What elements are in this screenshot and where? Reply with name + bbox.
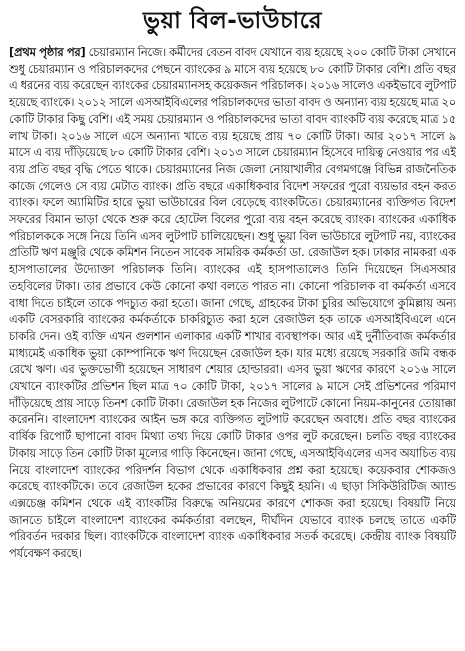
article-body-container	[9, 44, 456, 647]
continuation-label: [প্রথম পৃষ্ঠার পর]	[9, 45, 86, 59]
article-headline: ভুয়া বিল-ভাউচারে	[142, 8, 323, 34]
article-body: চেয়ারম্যান নিজে। কর্মীদের বেতন বাবদ যেখানে ব্যয় হয়েছে ২০০ কোটি টাকা সেখানে শুধু চেয়ারম্যান ও পরিচালকদের পেছনে ব্যাংকের ৯ মাসে ব্যয় হয়েছে ৮০ কোটি টাকার বেশি। প্রতি বছর এ ধরনের ব্যয় করেছেন ব্যাংকের চেয়ারম্যানসহ কয়েকজন পরিচালক। ২০১৬ সালেও একইভাবে লুটপাট হয়েছে ব্যাংকে। ২০১২ সালে এসআইবিএলের পরিচালকদের ভাতা বাবদ ও অন্যান্য ব্যয় হয়েছে মাত্র ২০ কোটি টাকার কিছু বেশি। এই সময় চেয়ারম্যান ও পরিচালকদের ভাতা বাবদ ব্যাংকটি ব্যয় করেছে মাত্র ১৫ লাখ টাকা। ২০১৬ সালে এসে অন্যান্য খাতে ব্যয় হয়েছে প্রায় ৭০ কোটি টাকা। আর ২০১৭ সালে ৯ মাসে এ ব্যয় দাঁড়িয়েছে ৮০ কোটি টাকার বেশি। ২০১৩ সালে চেয়ারম্যান হিসেবে দায়িত্ব নেওয়ার পর এই ব্যয় প্রতি বছর বৃদ্ধি পেতে থাকে। চেয়ারম্যানের নিজ জেলা নোয়াখালীর বেগমগঞ্জে বিভিন্ন রাজনৈতিক কাজে গেলেও সে ব্যয় মেটাত ব্যাংক। প্রতি বছরে একাধিকবার বিদেশ সফরের পুরো ব্যয়ভার বহন করত ব্যাংক। ফলে অ্যামিটির হারে ভুয়া ভাউচারের বিল বেড়েছে ব্যাংকটিতে। চেয়ারম্যানের ব্যক্তিগত বিদেশ সফরের বিমান ভাড়া থেকে শুরু করে হোটেল বিলের পুরো ব্যয় বহন করেছে ব্যাংক। ব্যাংকের একাধিক পরিচালককে সঙ্গে নিয়ে তিনি এসব লুটপাট চালিয়েছেন। শুধু ভুয়া বিল ভাউচারে লুটপাট নয়, ব্যাংকের প্রতিটি ঋণ মঞ্জুরি থেকে কমিশন নিতেন সাবেক সামরিক কর্মকর্তা ডা. রেজাউল হক। ঢাকার নামকরা এক হাসপাতালের উদ্যোক্তা পরিচালক তিনি। ব্যাংকের এই হাসপাতালেও তিনি দিয়েছেন সিএসআর তহবিলের টাকা। তার প্রভাবে কেউ কোনো কথা বলতে পারত না। কোনো পরিচালক বা কর্মকর্তা এসবে বাধা দিতে চাইলে তাকে পদচ্যুত করা হতো। জানা গেছে, গ্রাহকের টাকা চুরির অভিযোগে কুমিল্লায় অন্য একটি বেসরকারি ব্যাংকের কর্মকর্তাকে চাকরিচ্যুত করা হলে রেজাউল হক তাকে এসআইবিএলে এনে চাকরি দেন। ওই ব্যক্তি এখন গুলশান এলাকার একটি শাখার ব্যবস্থাপক। আর এই দুর্নীতিবাজ কর্মকর্তার মাধ্যমেই একাধিক ভুয়া কোম্পানিকে ঋণ দিয়েছেন রেজাউল হক। যার মধ্যে রয়েছে সরকারি জমি বন্ধক রেখে ঋণ। এর ভুক্তভোগী হয়েছেন সাধারণ শেয়ার হোল্ডাররা। এসব ভুয়া ঋণের কারণে ২০১৬ সালে যেখানে ব্যাংকটির প্রভিশন ছিল মাত্র ৭০ কোটি টাকা, ২০১৭ সালের ৯ মাসে সেই প্রভিশনের পরিমাণ দাঁড়িয়েছে প্রায় সাড়ে তিনশ কোটি টাকা। রেজাউল হক নিজের লুটপাটে কোনো নিয়ম-কানুনের তোয়াক্কা করেননি। বাংলাদেশ ব্যাংকের আইন ভঙ্গ করে ব্যক্তিগত লুটপাট করেছেন অবাধে। প্রতি বছর ব্যাংকের বার্ষিক রিপোর্ট ছাপানো বাবদ মিথ্যা তথ্য দিয়ে কোটি টাকার ওপর লুট করেছেন। চলতি বছর ব্যাংকের টাকায় সাড়ে তিন কোটি টাকা মূল্যের গাড়ি কিনেছেন। জানা গেছে, এসআইবিএলের এসব অযাচিত ব্যয় নিয়ে বাংলাদেশ ব্যাংকের পরিদর্শন বিভাগ থেকে একাধিকবার প্রশ্ন করা হয়েছে। কয়েকবার শোকজও করেছে ব্যাংকটিকে। তবে রেজাউল হকের প্রভাবের কারণে কিছুই হয়নি। এ ছাড়া সিকিউরিটিজ অ্যান্ড এক্সচেঞ্জ কমিশন থেকে এই ব্যাংকটির বিরুদ্ধে অনিয়মের কারণে শোকজ করা হয়েছে। বিষয়টি নিয়ে জানতে চাইলে বাংলাদেশ ব্যাংকের কর্মকর্তারা বলছেন, দীর্ঘদিন যেভাবে ব্যাংক চলছে তাতে একটি পরিবর্তন দরকার ছিল। ব্যাংকটিকে বাংলাদেশ ব্যাংক একাধিকবার সতর্ক করেছে। কেন্দ্রীয় ব্যাংক বিষয়টি পর্যবেক্ষণ করছে।	[9, 45, 456, 561]
